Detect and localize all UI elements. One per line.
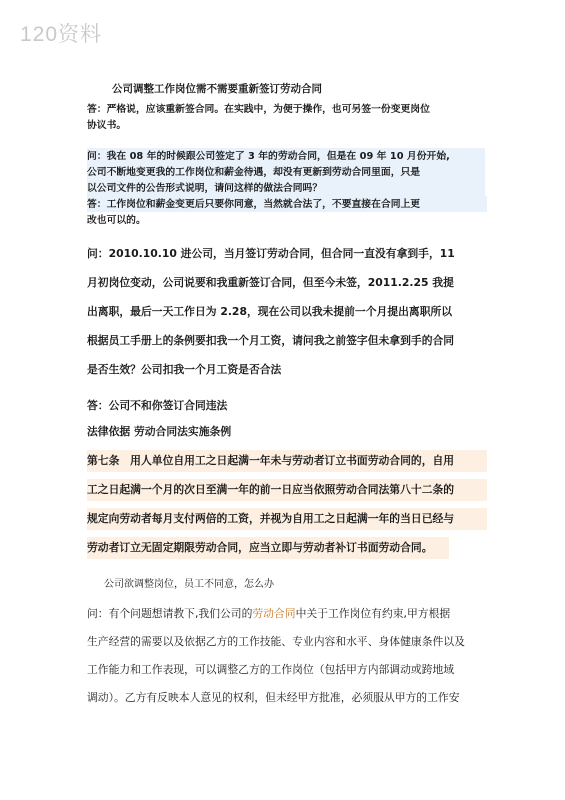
text-line: 以公司文件的公告形式说明，请问这样的做法合同吗？	[87, 183, 323, 194]
watermark: 120资料	[20, 23, 103, 46]
page-title: 公司调整工作岗位需不需要重新签订劳动合同	[112, 83, 322, 95]
text-line: 月初岗位变动，公司说要和我重新签订合同，但至今未签，2011.2.25 我提	[87, 276, 454, 289]
text-line: 公司不断地变更我的工作岗位和薪金待遇，却没有更新到劳动合同里面，只是	[87, 167, 421, 178]
text-line: 改也可以的。	[87, 215, 146, 226]
contract-link[interactable]: 劳动合同	[252, 607, 296, 620]
text-line	[87, 600, 487, 628]
qa3-answer: 答：公司不和你签订合同违法	[87, 399, 228, 412]
text-line: 问：2010.10.10 进公司，当月签订劳动合同，但合同一直没有拿到手，11	[87, 247, 455, 260]
qa2-question	[87, 148, 485, 196]
text-line: 第七条 用人单位自用工之日起满一年未与劳动者订立书面劳动合同的，自用	[87, 450, 487, 472]
text-line: 问：我在 08 年的时候跟公司签定了 3 年的劳动合同，但是在 09 年 10 月份开始,	[87, 151, 450, 162]
qa2-answer	[87, 196, 487, 228]
text-line: 工之日起满一个月的次日至满一年的前一日应当依照劳动合同法第八十二条的	[87, 479, 487, 501]
question-suffix: 中关于工作岗位有约束,甲方根据	[295, 607, 451, 620]
text-line: 协议书。	[87, 120, 127, 131]
legal-basis: 法律依据 劳动合同法实施条例	[87, 425, 232, 438]
article-seven	[87, 450, 487, 559]
qa4-heading: 公司欲调整岗位，员工不同意，怎么办	[104, 579, 274, 590]
text-line: 是否生效？公司扣我一个月工资是否合法	[87, 363, 282, 376]
text-line: 答：严格说，应该重新签合同。在实践中，为便于操作，也可另签一份变更岗位	[87, 104, 430, 115]
text-line: 根据员工手册上的条例要扣我一个月工资，请问我之前签字但未拿到手的合同	[87, 334, 455, 347]
qa1-answer	[87, 101, 487, 133]
question-prefix: 问：有个问题想请教下,我们公司的	[87, 607, 253, 620]
text-line: 答：工作岗位和薪金变更后只要你同意，当然就合法了，不要直接在合同上更	[87, 196, 487, 212]
text-line: 劳动者订立无固定期限劳动合同，应当立即与劳动者补订书面劳动合同。	[87, 537, 449, 559]
text-line: 出离职，最后一天工作日为 2.28，现在公司以我未提前一个月提出离职所以	[87, 305, 453, 318]
qa4-question	[87, 600, 487, 712]
text-line: 调动）。乙方有反映本人意见的权利，但未经甲方批准，必须服从甲方的工作安	[87, 691, 460, 704]
text-line: 规定向劳动者每月支付两倍的工资，并视为自用工之日起满一年的当日已经与	[87, 508, 487, 530]
text-line: 工作能力和工作表现，可以调整乙方的工作岗位（包括甲方内部调动或跨地域	[87, 663, 455, 676]
text-line: 生产经营的需要以及依据乙方的工作技能、专业内容和水平、身体健康条件以及	[87, 635, 465, 648]
qa3-question	[87, 240, 487, 385]
